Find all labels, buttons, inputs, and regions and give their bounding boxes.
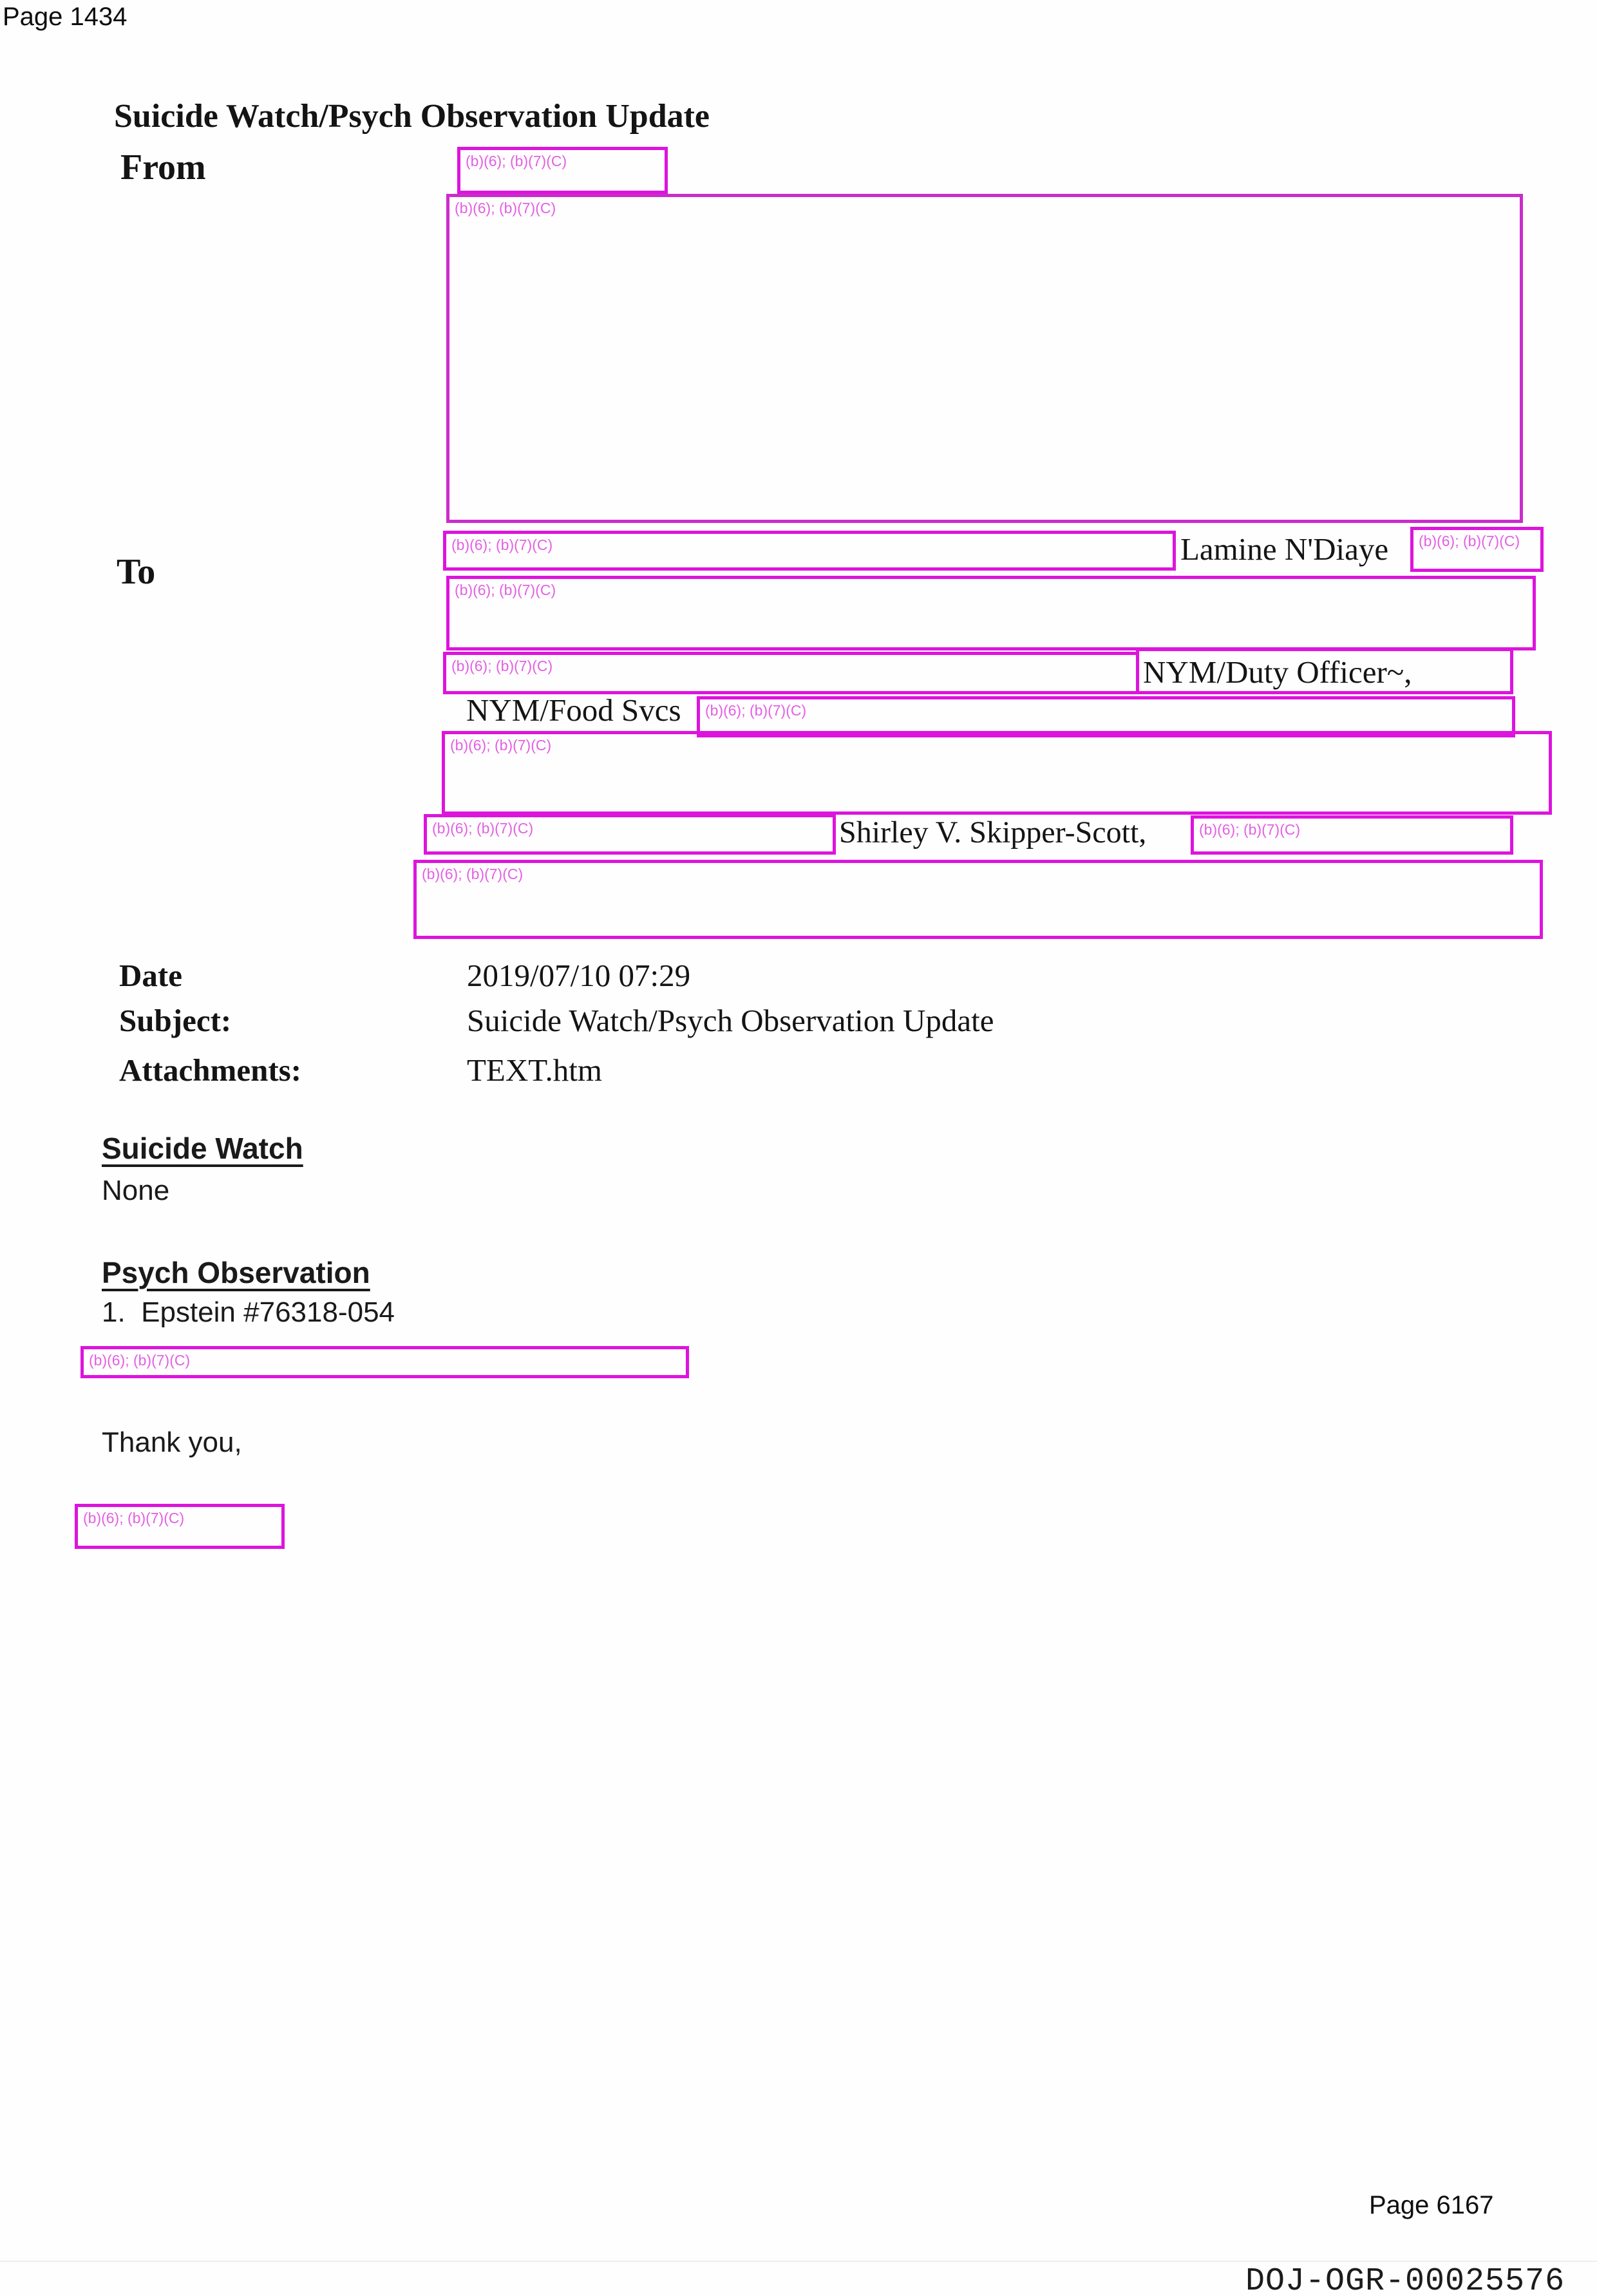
redaction-label: (b)(6); (b)(7)(C)	[455, 582, 556, 598]
scan-edge-line	[0, 2261, 1597, 2262]
subject-value: Suicide Watch/Psych Observation Update	[467, 1003, 994, 1038]
closing-text: Thank you,	[102, 1427, 242, 1458]
redaction-box-to-line6-right	[1191, 815, 1513, 855]
attachments-label: Attachments:	[119, 1052, 302, 1088]
redaction-label: (b)(6); (b)(7)(C)	[1419, 533, 1520, 549]
redaction-box-to-line2	[446, 576, 1536, 650]
suicide-watch-value: None	[102, 1175, 170, 1206]
psych-observation-heading: Psych Observation	[102, 1256, 370, 1289]
redaction-box-body-line	[80, 1346, 689, 1378]
recipient-nym-duty: NYM/Duty Officer~,	[1143, 654, 1412, 690]
redaction-box-signature	[75, 1504, 285, 1549]
footer-page-number: Page 6167	[1369, 2191, 1494, 2219]
redaction-label: (b)(6); (b)(7)(C)	[432, 821, 534, 837]
redaction-label: (b)(6); (b)(7)(C)	[450, 737, 552, 754]
redaction-label: (b)(6); (b)(7)(C)	[455, 200, 556, 216]
psych-observation-item: 1. Epstein #76318-054	[102, 1296, 395, 1328]
redaction-box-from-name	[457, 147, 668, 194]
to-label: To	[117, 552, 156, 592]
redaction-label: (b)(6); (b)(7)(C)	[451, 537, 553, 553]
redaction-box-from-block	[446, 194, 1523, 523]
attachments-value: TEXT.htm	[467, 1052, 603, 1088]
from-label: From	[120, 147, 206, 187]
date-label: Date	[119, 958, 182, 993]
subject-label: Subject:	[119, 1003, 232, 1038]
redaction-label: (b)(6); (b)(7)(C)	[451, 658, 553, 674]
scan-page-number: Page 1434	[3, 3, 128, 31]
recipient-nym-food: NYM/Food Svcs	[466, 692, 681, 728]
recipient-nym-duty-box	[1136, 648, 1513, 694]
recipient-lamine: Lamine N'Diaye	[1180, 531, 1389, 567]
redaction-box-to-line6	[424, 814, 836, 855]
date-value: 2019/07/10 07:29	[467, 958, 691, 993]
redaction-label: (b)(6); (b)(7)(C)	[466, 153, 567, 169]
redaction-box-to-line1	[443, 531, 1176, 571]
redaction-label: (b)(6); (b)(7)(C)	[1199, 822, 1301, 838]
redaction-box-to-line7	[413, 860, 1543, 939]
redaction-label: (b)(6); (b)(7)(C)	[89, 1352, 191, 1369]
bates-number: DOJ-OGR-00025576	[1245, 2263, 1565, 2296]
redaction-label: (b)(6); (b)(7)(C)	[422, 866, 524, 882]
redaction-label: (b)(6); (b)(7)(C)	[705, 703, 807, 719]
redaction-box-to-line5	[442, 731, 1552, 815]
email-title: Suicide Watch/Psych Observation Update	[114, 98, 710, 135]
suicide-watch-heading: Suicide Watch	[102, 1132, 303, 1165]
redaction-box-to-line1-right	[1410, 527, 1544, 572]
redaction-label: (b)(6); (b)(7)(C)	[83, 1510, 185, 1526]
recipient-shirley: Shirley V. Skipper-Scott,	[839, 815, 1147, 849]
redaction-box-to-line3	[443, 652, 1139, 694]
